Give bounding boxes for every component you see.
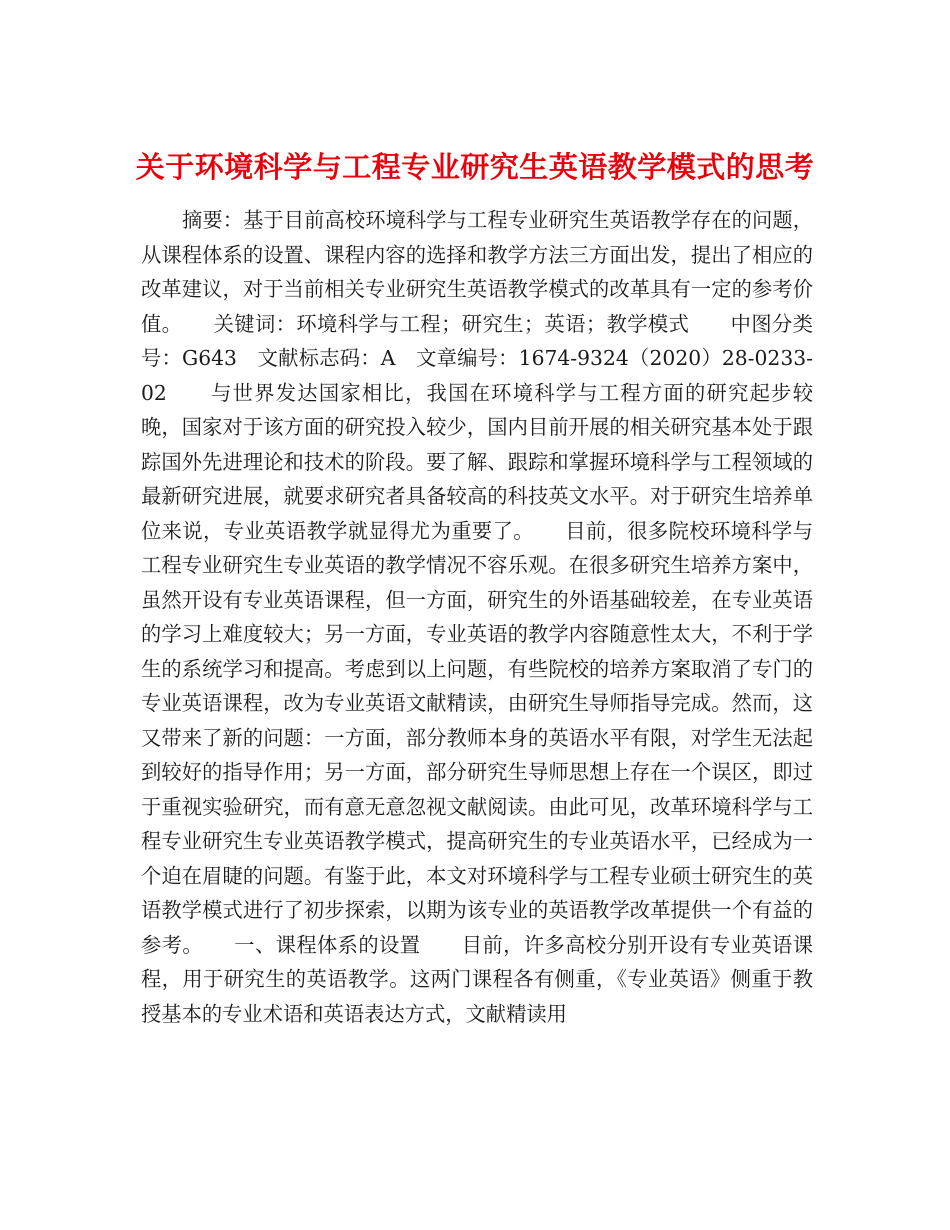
- document-title: 关于环境科学与工程专业研究生英语教学模式的思考: [135, 150, 815, 185]
- document-body: 摘要：基于目前高校环境科学与工程专业研究生英语教学存在的问题，从课程体系的设置、课程内容的选择和教学方法三方面出发，提出了相应的改革建议，对于当前相关专业研究生英语教学模式的改革具有一定的参考价值。 关键词：环境科学与工程；研究生；英语；教学模式 中图分类号：G643 文献标志码：A 文章编号：1674-9324（2020）28-0233-02 与世界发达国家相比，我国在环境科学与工程方面的研究起步较晚，国家对于该方面的研究投入较少，国内目前开展的相关研究基本处于跟踪国外先进理论和技术的阶段。要了解、跟踪和掌握环境科学与工程领域的最新研究进展，就要求研究者具备较高的科技英文水平。对于研究生培养单位来说，专业英语教学就显得尤为重要了。 目前，很多院校环境科学与工程专业研究生专业英语的教学情况不容乐观。在很多研究生培养方案中，虽然开设有专业英语课程，但一方面，研究生的外语基础较差，在专业英语的学习上难度较大；另一方面，专业英语的教学内容随意性太大，不利于学生的系统学习和提高。考虑到以上问题，有些院校的培养方案取消了专门的专业英语课程，改为专业英语文献精读，由研究生导师指导完成。然而，这又带来了新的问题：一方面，部分教师本身的英语水平有限，对学生无法起到较好的指导作用；另一方面，部分研究生导师思想上存在一个误区，即过于重视实验研究，而有意无意忽视文献阅读。由此可见，改革环境科学与工程专业研究生专业英语教学模式，提高研究生的专业英语水平，已经成为一个迫在眉睫的问题。有鉴于此，本文对环境科学与工程专业硕士研究生的英语教学模式进行了初步探索，以期为该专业的英语教学改革提供一个有益的参考。 一、课程体系的设置 目前，许多高校分别开设有专业英语课程，用于研究生的英语教学。这两门课程各有侧重，《专业英语》侧重于教授基本的专业术语和英语表达方式，文献精读用: [141, 208, 813, 1026]
